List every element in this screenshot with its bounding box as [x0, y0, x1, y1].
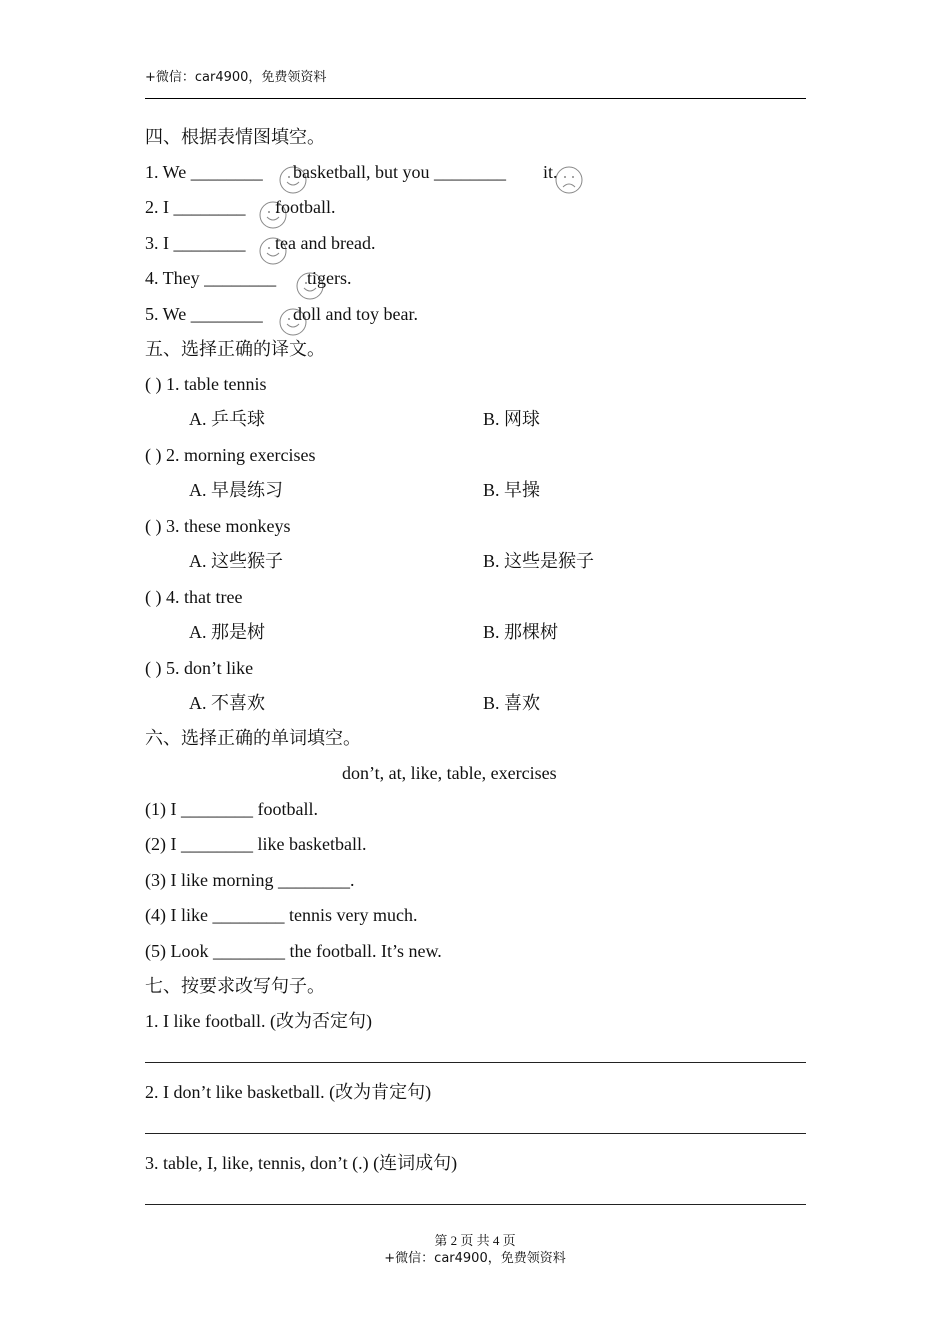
- s4-q5-start: 5. We ________: [145, 304, 263, 324]
- s4-q1-start: 1. We ________: [145, 162, 263, 182]
- s4-q2-start: 2. I ________: [145, 197, 246, 217]
- s5-q5-option-b: B. 喜欢: [483, 693, 541, 713]
- word-bank: don’t, at, like, table, exercises: [342, 763, 557, 783]
- s6-q3: (3) I like morning ________.: [145, 870, 355, 890]
- s4-q3-start: 3. I ________: [145, 233, 246, 253]
- page-number: 第 2 页 共 4 页: [434, 1233, 516, 1248]
- answer-line[interactable]: [145, 1133, 806, 1134]
- s5-q1-option-b: B. 网球: [483, 409, 541, 429]
- s7-q3: 3. table, I, like, tennis, don’t (.) (连词成句): [145, 1153, 458, 1173]
- section7-title: 七、按要求改写句子。: [145, 976, 325, 996]
- s5-q3: ( ) 3. these monkeys: [145, 516, 291, 536]
- s4-q5-end: doll and toy bear.: [293, 304, 418, 324]
- s4-q2-end: football.: [275, 197, 336, 217]
- s4-q3-end: tea and bread.: [275, 233, 376, 253]
- s5-q4-option-b: B. 那棵树: [483, 622, 559, 642]
- s5-q3-option-a: A. 这些猴子: [189, 551, 283, 571]
- s4-q1-mid: basketball, but you ________: [293, 162, 506, 182]
- s4-q4-start: 4. They ________: [145, 268, 277, 288]
- s5-q2-option-a: A. 早晨练习: [189, 480, 283, 500]
- s5-q4: ( ) 4. that tree: [145, 587, 243, 607]
- answer-line[interactable]: [145, 1062, 806, 1063]
- s6-q5: (5) Look ________ the football. It’s new.: [145, 941, 442, 961]
- s6-q4: (4) I like ________ tennis very much.: [145, 905, 418, 925]
- s5-q1: ( ) 1. table tennis: [145, 374, 267, 394]
- s6-q2: (2) I ________ like basketball.: [145, 834, 367, 854]
- s7-q1: 1. I like football. (改为否定句): [145, 1011, 372, 1031]
- s5-q4-option-a: A. 那是树: [189, 622, 265, 642]
- s6-q1: (1) I ________ football.: [145, 799, 318, 819]
- section5-title: 五、选择正确的译文。: [145, 339, 325, 359]
- s4-q1-end: it.: [543, 162, 558, 182]
- header-rule: [145, 98, 806, 99]
- s5-q5-option-a: A. 不喜欢: [189, 693, 265, 713]
- page-header: +微信：car4900，免费领资料: [145, 70, 327, 85]
- page-footer: +微信：car4900，免费领资料: [384, 1251, 566, 1266]
- s5-q2: ( ) 2. morning exercises: [145, 445, 316, 465]
- s5-q3-option-b: B. 这些是猴子: [483, 551, 595, 571]
- s5-q1-option-a: A. 乒乓球: [189, 409, 265, 429]
- answer-line[interactable]: [145, 1204, 806, 1205]
- s5-q2-option-b: B. 早操: [483, 480, 541, 500]
- s4-q4-end: tigers.: [307, 268, 352, 288]
- s5-q5: ( ) 5. don’t like: [145, 658, 254, 678]
- s7-q2: 2. I don’t like basketball. (改为肯定句): [145, 1082, 432, 1102]
- sad-face-icon: [555, 166, 583, 194]
- section6-title: 六、选择正确的单词填空。: [145, 728, 361, 748]
- section4-title: 四、根据表情图填空。: [145, 127, 325, 147]
